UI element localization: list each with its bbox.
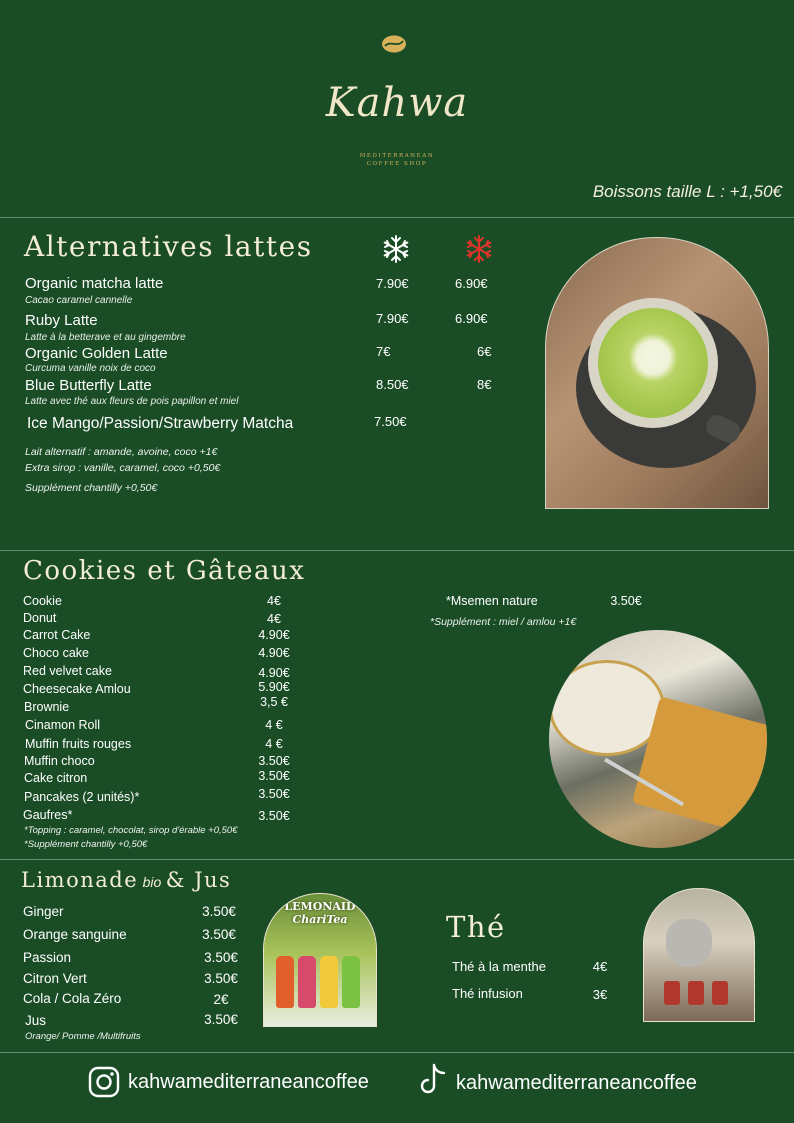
drink-name: Jus bbox=[25, 1013, 47, 1028]
latte-name: Ice Mango/Passion/Strawberry Matcha bbox=[27, 415, 294, 432]
cookie-item-price: 3.50€ bbox=[258, 809, 290, 823]
lemonaid-text-1: LEMONAID bbox=[284, 900, 356, 913]
cookie-item-price: 3,5 € bbox=[260, 695, 288, 709]
cookie-item-name: Muffin choco bbox=[24, 754, 95, 768]
drink-price: 3.50€ bbox=[202, 927, 236, 942]
cookie-item-name: Red velvet cake bbox=[23, 664, 112, 678]
snowflake-icon bbox=[381, 234, 411, 264]
cookie-item-name: Muffin fruits rouges bbox=[25, 737, 132, 751]
latte-price-hot: 6.90€ bbox=[455, 276, 488, 291]
drink-name: Citron Vert bbox=[23, 971, 87, 986]
section-title-cookies: Cookies et Gâteaux bbox=[23, 556, 306, 586]
cookie-item-price: 4€ bbox=[267, 612, 281, 626]
divider bbox=[0, 859, 794, 860]
snowflake-red-icon bbox=[464, 234, 494, 264]
drink-price: 3.50€ bbox=[204, 950, 238, 965]
tagline-line-2: COFFEE SHOP bbox=[366, 161, 428, 167]
cookie-item-price: 4.90€ bbox=[258, 628, 290, 642]
section-title-lattes: Alternatives lattes bbox=[24, 230, 313, 263]
latte-price-cold: 7.50€ bbox=[374, 414, 407, 429]
tea-price: 4€ bbox=[592, 959, 608, 974]
tiktok-icon[interactable] bbox=[420, 1062, 448, 1098]
drink-price: 3.50€ bbox=[204, 1012, 238, 1027]
divider bbox=[0, 1052, 794, 1053]
drink-name: Cola / Cola Zéro bbox=[23, 991, 122, 1006]
drink-price: 3.50€ bbox=[204, 971, 238, 986]
limonade-title-bio: bio bbox=[142, 874, 162, 890]
tea-name: Thé infusion bbox=[452, 986, 523, 1001]
latte-name: Ruby Latte bbox=[25, 312, 98, 329]
coffee-bean-icon bbox=[381, 34, 407, 54]
cookie-item-name: Cinamon Roll bbox=[25, 718, 101, 732]
cookie-item-price: 4 € bbox=[265, 718, 283, 732]
cookie-item-price: 4.90€ bbox=[258, 646, 290, 660]
instagram-handle[interactable]: kahwamediterraneancoffee bbox=[128, 1071, 369, 1093]
cookie-note: *Supplément chantilly +0,50€ bbox=[24, 839, 148, 850]
latte-price-hot: 6.90€ bbox=[455, 311, 488, 326]
latte-price-hot: 8€ bbox=[477, 377, 492, 392]
divider bbox=[0, 550, 794, 551]
cookie-item-price: 4.90€ bbox=[258, 666, 290, 680]
tagline-line-1: MEDITERRANEAN bbox=[359, 153, 435, 159]
cookie-item-name: Cake citron bbox=[24, 771, 88, 785]
latte-note: Lait alternatif : amande, avoine, coco +1€ bbox=[25, 446, 218, 458]
drink-price: 2€ bbox=[213, 992, 229, 1007]
cookie-item-price: 4 € bbox=[265, 737, 283, 751]
cookie-item-price: 3.50€ bbox=[258, 787, 290, 801]
jus-sub: Orange/ Pomme /Multifruits bbox=[25, 1031, 141, 1042]
latte-note: Supplément chantilly +0,50€ bbox=[25, 482, 158, 494]
latte-name: Organic Golden Latte bbox=[25, 345, 168, 362]
limonade-title-main: Limonade bbox=[21, 868, 139, 892]
latte-note: Extra sirop : vanille, caramel, coco +0,50€ bbox=[25, 462, 221, 474]
msemen-price: 3.50€ bbox=[610, 594, 642, 608]
cookie-item-name: Gaufres* bbox=[23, 808, 73, 822]
cookie-item-price: 5.90€ bbox=[258, 680, 290, 694]
drink-name: Orange sanguine bbox=[23, 927, 127, 942]
tiktok-handle[interactable]: kahwamediterraneancoffee bbox=[456, 1072, 697, 1094]
lemonaid-text-2: ChariTea bbox=[292, 913, 348, 926]
latte-price-hot: 6€ bbox=[477, 344, 492, 359]
latte-price-cold: 8.50€ bbox=[376, 377, 409, 392]
cookie-item-price: 3.50€ bbox=[258, 769, 290, 783]
cookie-item-name: Cheesecake Amlou bbox=[23, 682, 131, 696]
instagram-icon[interactable] bbox=[88, 1066, 120, 1098]
drink-name: Passion bbox=[23, 950, 72, 965]
cookie-item-price: 3.50€ bbox=[258, 754, 290, 768]
divider bbox=[0, 217, 794, 218]
latte-sub: Latte avec thé aux fleurs de pois papillon et miel bbox=[25, 396, 239, 407]
msemen-note: *Supplément : miel / amlou +1€ bbox=[430, 616, 577, 628]
latte-price-cold: 7.90€ bbox=[376, 276, 409, 291]
section-title-limonade bbox=[21, 868, 231, 892]
cookie-item-name: Brownie bbox=[24, 700, 70, 714]
msemen-name: *Msemen nature bbox=[446, 594, 538, 608]
latte-sub: Curcuma vanille noix de coco bbox=[25, 363, 156, 374]
size-upcharge-note: Boissons taille L : +1,50€ bbox=[592, 182, 782, 201]
cookie-item-name: Pancakes (2 unités)* bbox=[24, 790, 140, 804]
latte-name: Blue Butterfly Latte bbox=[25, 377, 152, 394]
brand-logo: Kahwa bbox=[325, 80, 469, 126]
cookie-item-name: Choco cake bbox=[23, 646, 90, 660]
mint-tea-photo bbox=[643, 888, 755, 1022]
latte-price-cold: 7€ bbox=[376, 344, 391, 359]
cookie-item-name: Donut bbox=[23, 611, 57, 625]
cookie-note: *Topping : caramel, chocolat, sirop d'érable +0,50€ bbox=[24, 825, 238, 836]
matcha-latte-photo bbox=[545, 237, 769, 509]
cookie-item-price: 4€ bbox=[267, 594, 281, 608]
latte-name: Organic matcha latte bbox=[25, 275, 164, 292]
drink-name: Ginger bbox=[23, 904, 64, 919]
drink-price: 3.50€ bbox=[202, 904, 236, 919]
section-title-the: Thé bbox=[446, 910, 506, 944]
tea-name: Thé à la menthe bbox=[452, 959, 546, 974]
coffee-msemen-photo bbox=[549, 630, 767, 848]
latte-sub: Latte à la betterave et au gingembre bbox=[25, 332, 186, 343]
latte-price-cold: 7.90€ bbox=[376, 311, 409, 326]
latte-sub: Cacao caramel cannelle bbox=[25, 295, 133, 306]
brand-tagline bbox=[300, 152, 494, 168]
cookie-item-name: Carrot Cake bbox=[23, 628, 91, 642]
cookie-item-name: Cookie bbox=[23, 594, 62, 608]
tea-price: 3€ bbox=[592, 987, 608, 1002]
lemonaid-photo bbox=[263, 893, 377, 1027]
lemonaid-text bbox=[264, 900, 376, 926]
limonade-title-rest: & Jus bbox=[165, 868, 232, 892]
